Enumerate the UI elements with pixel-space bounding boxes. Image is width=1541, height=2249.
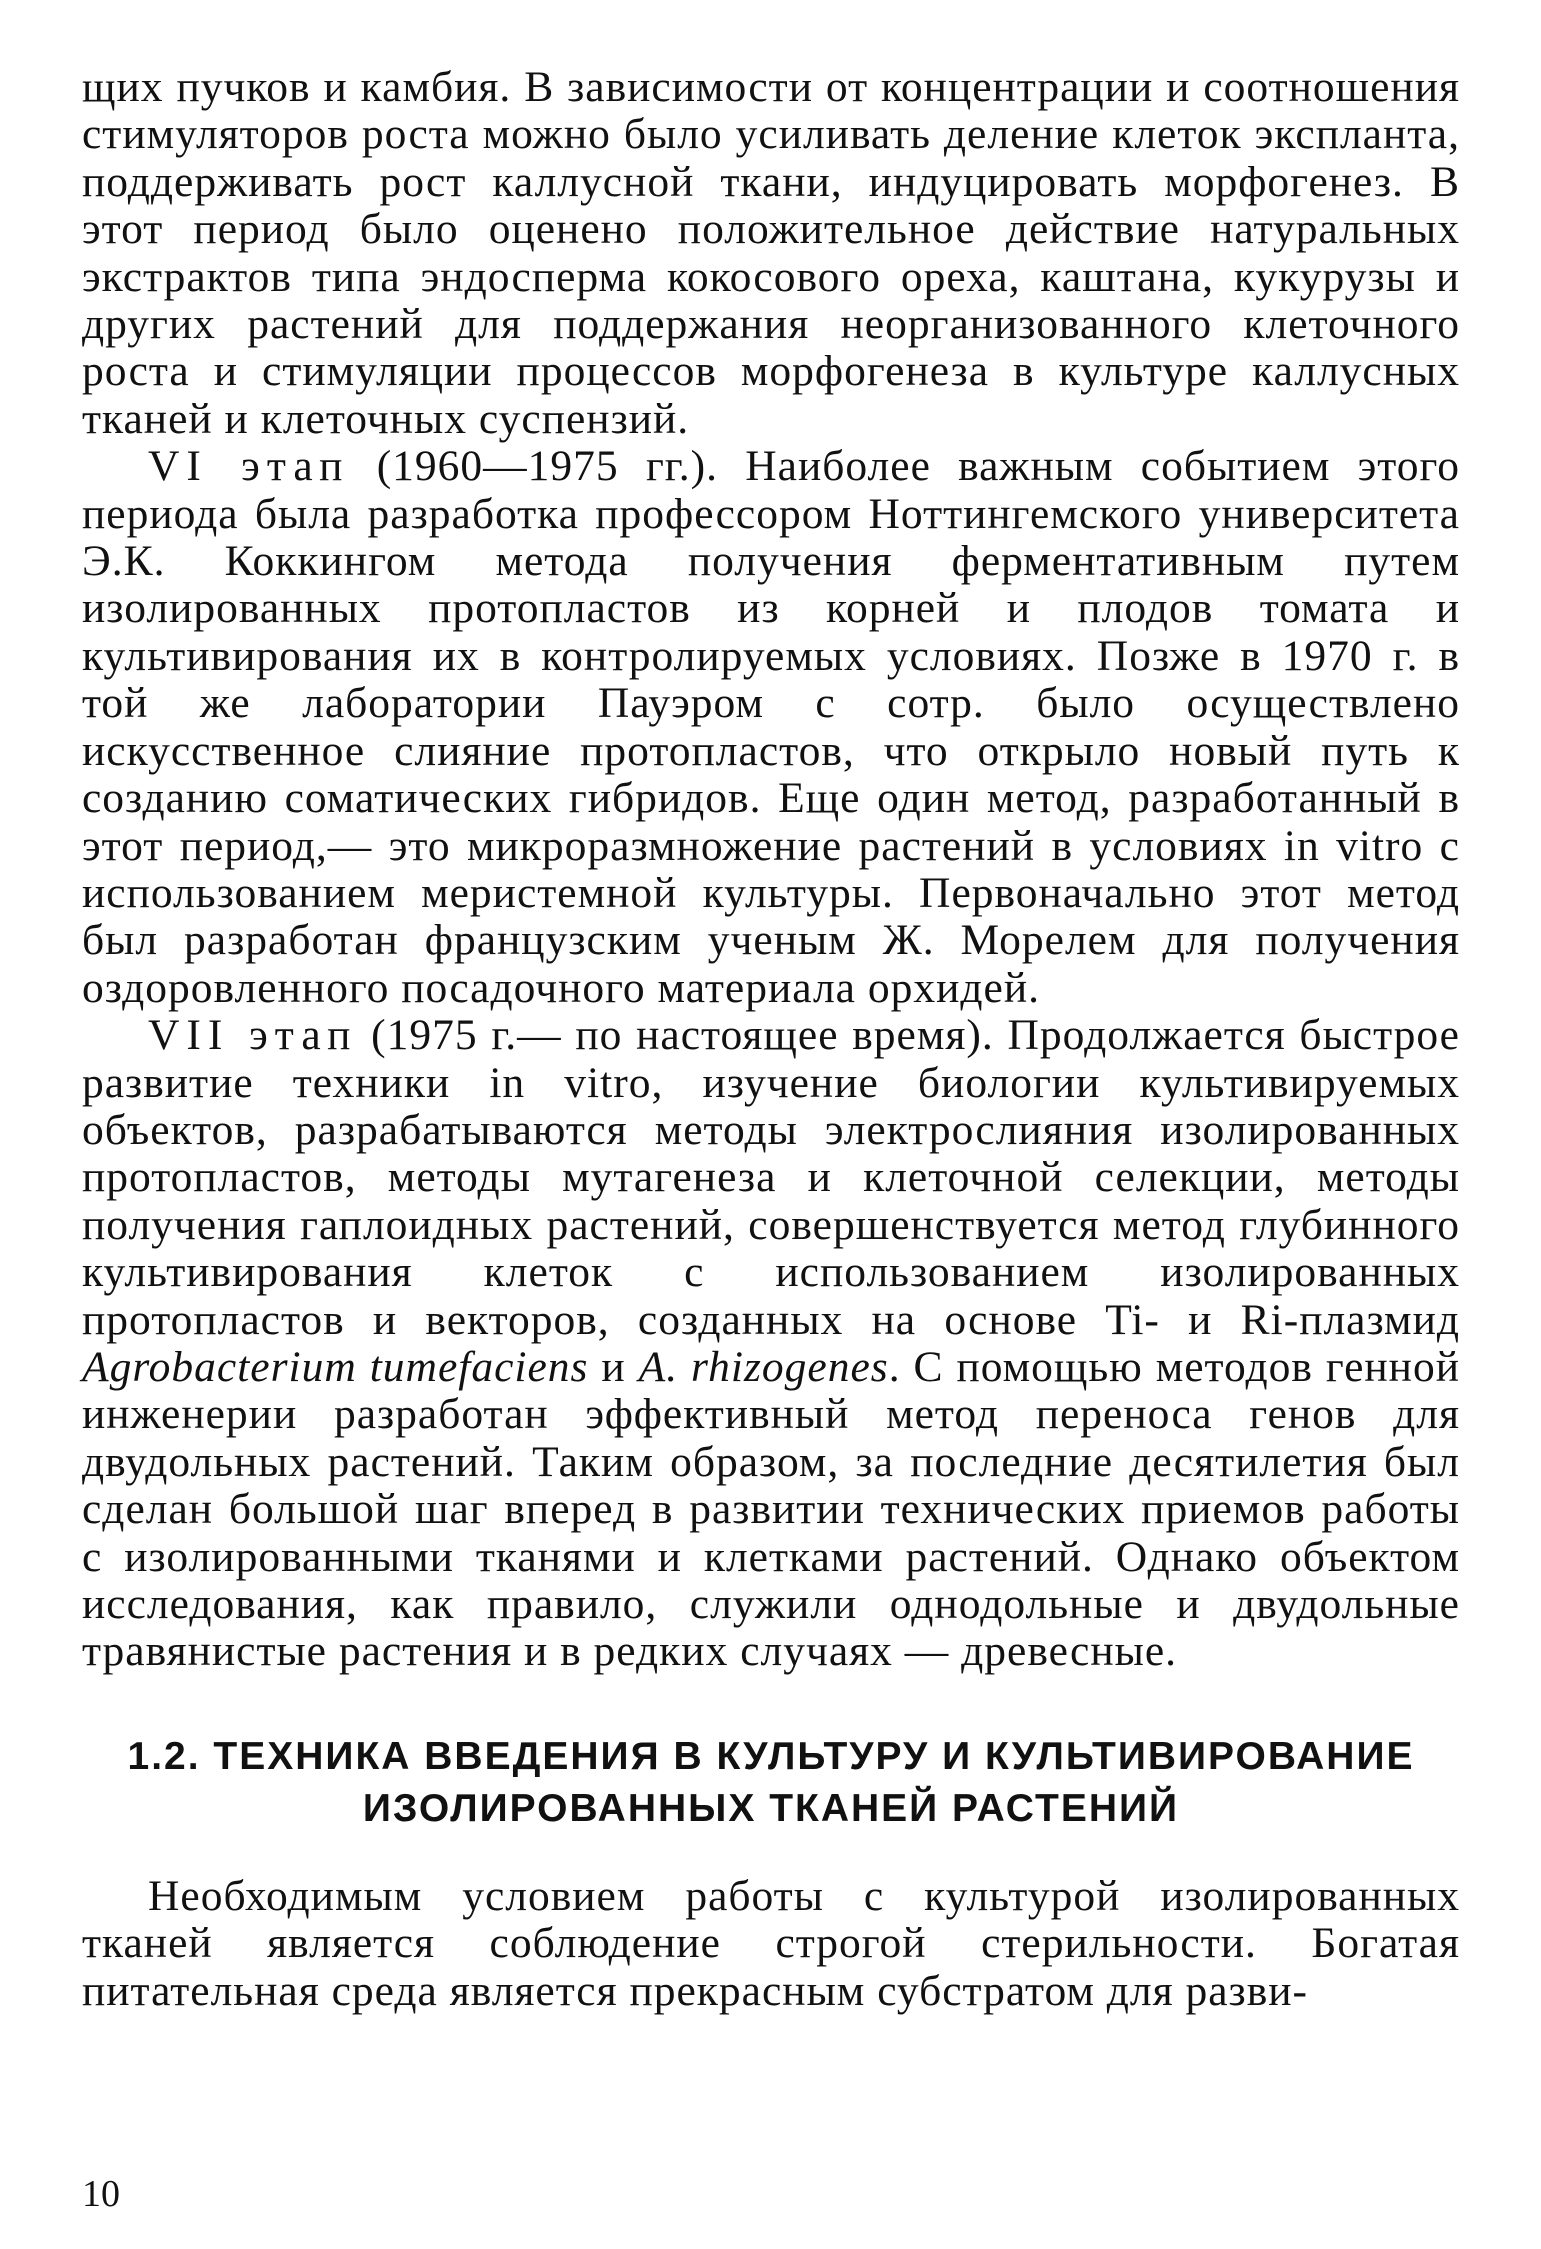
section-heading — [82, 1731, 1460, 1835]
species-name: A. rhizogenes — [638, 1342, 889, 1391]
paragraph-text: щих пучков и камбия. В зависимости от концентрации и соотношения стимуляторов роста можно было усиливать деление клеток экспланта, поддерживать рост каллусной ткани, индуцировать морфогенез. В этот период было оценено положительное действие натуральных экстрактов типа эндосперма кокосового ореха, каштана, кукурузы и других растений для поддержания неорганизованного клеточного роста и стимуляции процессов морфогенеза в культуре каллусных тканей и клеточных суспензий. — [82, 63, 1460, 443]
species-name: Agrobacterium tumefaciens — [82, 1342, 589, 1391]
paragraph-text: . С помощью методов генной инженерии разработан эффективный метод переноса генов для двудольных растений. Таким образом, за последние десятилетия был сделан большой шаг вперед в развитии технических приемов работы с изолированными тканями и клетками растений. Однако объектом исследования, как правило, служили однодольные и двудольные травянистые растения и в редких случаях — древесные. — [82, 1342, 1460, 1676]
paragraph-text: (1960—1975 гг.). Наиболее важным событием этого периода была разработка профессором Ноттингемского университета Э.К. Коккингом метода получения ферментативным путем изолированных протопластов из корней и плодов томата и культивирования их в контролируемых условиях. Позже в 1970 г. в той же лаборатории Пауэром с сотр. было осуществлено искусственное слияние протопластов, что открыло новый путь к созданию соматических гибридов. Еще один метод, разработанный в этот период,— это микроразмножение растений в условиях in vitro с использованием меристемной культуры. Первоначально этот метод был разработан французским ученым Ж. Морелем для получения оздоровленного посадочного материала орхидей. — [82, 442, 1460, 1012]
paragraph-text: Необходимым условием работы с культурой изолированных тканей является соблюдение строгой стерильности. Богатая питательная среда является прекрасным субстратом для разви- — [82, 1871, 1460, 2015]
page-body — [82, 64, 1460, 2015]
paragraph-stage-7 — [82, 1012, 1460, 1676]
stage-label: VII этап — [148, 1011, 358, 1060]
paragraph-stage-6 — [82, 443, 1460, 1012]
paragraph-section-intro — [82, 1873, 1460, 2015]
page-number: 10 — [82, 2173, 120, 2215]
stage-label: VI этап — [148, 442, 350, 491]
paragraph-continuation — [82, 64, 1460, 443]
section-heading-line-2: ИЗОЛИРОВАННЫХ ТКАНЕЙ РАСТЕНИЙ — [362, 1786, 1180, 1830]
paragraph-text: (1975 г.— по настоящее время). Продолжается быстрое развитие техники in vitro, изучение биологии культивируемых объектов, разрабатываются методы электрослияния изолированных протопластов, методы мутагенеза и клеточной селекции, методы получения гаплоидных растений, совершенствуется метод глубинного культивирования клеток с использованием изолированных протопластов и векторов, созданных на основе Ti- и Ri-плазмид — [82, 1011, 1460, 1344]
paragraph-text: и — [588, 1342, 639, 1391]
section-heading-line-1: 1.2. ТЕХНИКА ВВЕДЕНИЯ В КУЛЬТУРУ И КУЛЬТИВИРОВАНИЕ — [127, 1734, 1415, 1778]
